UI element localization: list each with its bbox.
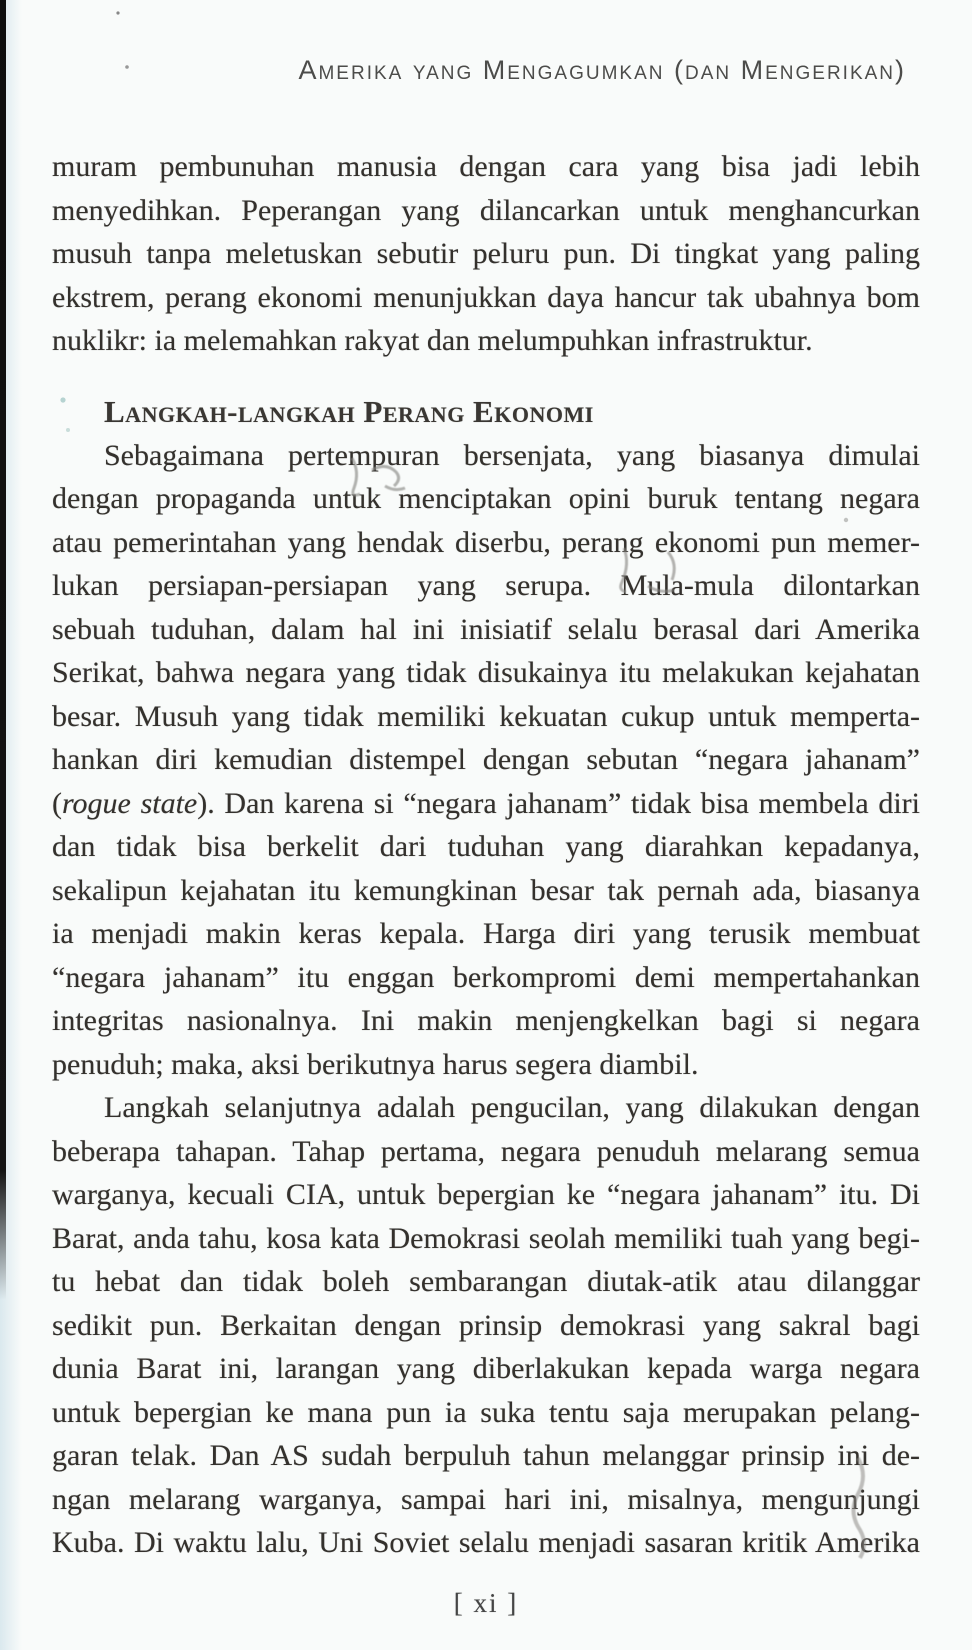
text-line: besar. Musuh yang tidak memiliki kekuatan cukup untuk memperta- [52,699,920,733]
page-number: [ xi ] [453,1588,519,1618]
section-heading: Langkah-langkah Perang Ekonomi [104,393,594,429]
text-line: Kuba. Di waktu lalu, Uni Soviet selalu menjadi sasaran kritik Amerika [52,1526,920,1559]
text-line: ekstrem, perang ekonomi menunjukkan daya hancur tak ubahnya bom [52,280,920,314]
paragraph [52,434,920,1087]
text-line: sekalipun kejahatan itu kemungkinan besar tak pernah ada, biasanya [52,873,920,907]
page-content [52,145,920,1565]
text-line: atau pemerintahan yang hendak diserbu, perang ekonomi pun memer- [52,525,920,559]
text-line: beberapa tahapan. Tahap pertama, negara penuduh melarang semua [52,1134,920,1168]
running-header: Amerika yang Mengagumkan (dan Mengerikan) [298,55,906,85]
scan-edge-strip [0,0,6,1300]
text-line: ia menjadi makin keras kepala. Harga diri yang terusik membuat [52,917,920,950]
text-line: Serikat, bahwa negara yang tidak disukainya itu melakukan kejahatan [52,656,920,689]
text-line: hankan diri kemudian distempel dengan sebutan “negara jahanam” [52,743,920,776]
text-line: musuh tanpa meletuskan sebutir peluru pun. Di tingkat yang paling [52,237,920,270]
text-line: menyedihkan. Peperangan yang dilancarkan untuk menghancurkan [52,193,920,227]
text-line: warganya, kecuali CIA, untuk bepergian ke “negara jahanam” itu. Di [52,1178,920,1211]
text-line: Sebagaimana pertempuran bersenjata, yang biasanya dimulai [104,438,920,472]
text-line: lukan persiapan-persiapan yang serupa. Mula-mula dilontarkan [52,569,920,602]
paragraph [52,1086,920,1565]
text-line [52,782,920,826]
text-line: Barat, anda tahu, kosa kata Demokrasi seolah memiliki tuah yang begi- [52,1221,920,1255]
text-line: dengan propaganda untuk menciptakan opini buruk tentang negara [52,482,920,515]
text-line: ngan melarang warganya, sampai hari ini, misalnya, mengunjungi [52,1482,920,1516]
text-line: untuk bepergian ke mana pun ia suka tentu saja merupakan pelang- [52,1395,920,1429]
text-line: nuklikr: ia melemahkan rakyat dan melumpuhkan infrastruktur. [52,324,813,357]
plain-text: ( [52,786,62,820]
plain-text: ). Dan karena si “negara jahanam” tidak bisa membela diri [197,786,920,820]
text-line: Langkah selanjutnya adalah pengucilan, yang dilakukan dengan [104,1091,920,1124]
text-line: dan tidak bisa berkelit dari tuduhan yang diarahkan kepadanya, [52,830,920,863]
text-line: sebuah tuduhan, dalam hal ini inisiatif selalu berasal dari Amerika [52,612,920,646]
text-line: garan telak. Dan AS sudah berpuluh tahun melanggar prinsip ini de- [52,1439,920,1472]
text-line: “negara jahanam” itu enggan berkompromi demi mempertahankan [52,960,920,994]
text-line: muram pembunuhan manusia dengan cara yang bisa jadi lebih [52,150,920,183]
text-line: integritas nasionalnya. Ini makin menjengkelkan bagi si negara [52,1004,920,1037]
italic-text: rogue state [62,786,198,820]
text-line: dunia Barat ini, larangan yang diberlakukan kepada warga negara [52,1352,920,1385]
text-line: sedikit pun. Berkaitan dengan prinsip demokrasi yang sakral bagi [52,1308,920,1342]
paragraph [52,145,920,363]
text-line: tu hebat dan tidak boleh sembarangan diutak-atik atau dilanggar [52,1265,920,1298]
text-line: penuduh; maka, aksi berikutnya harus segera diambil. [52,1047,699,1081]
